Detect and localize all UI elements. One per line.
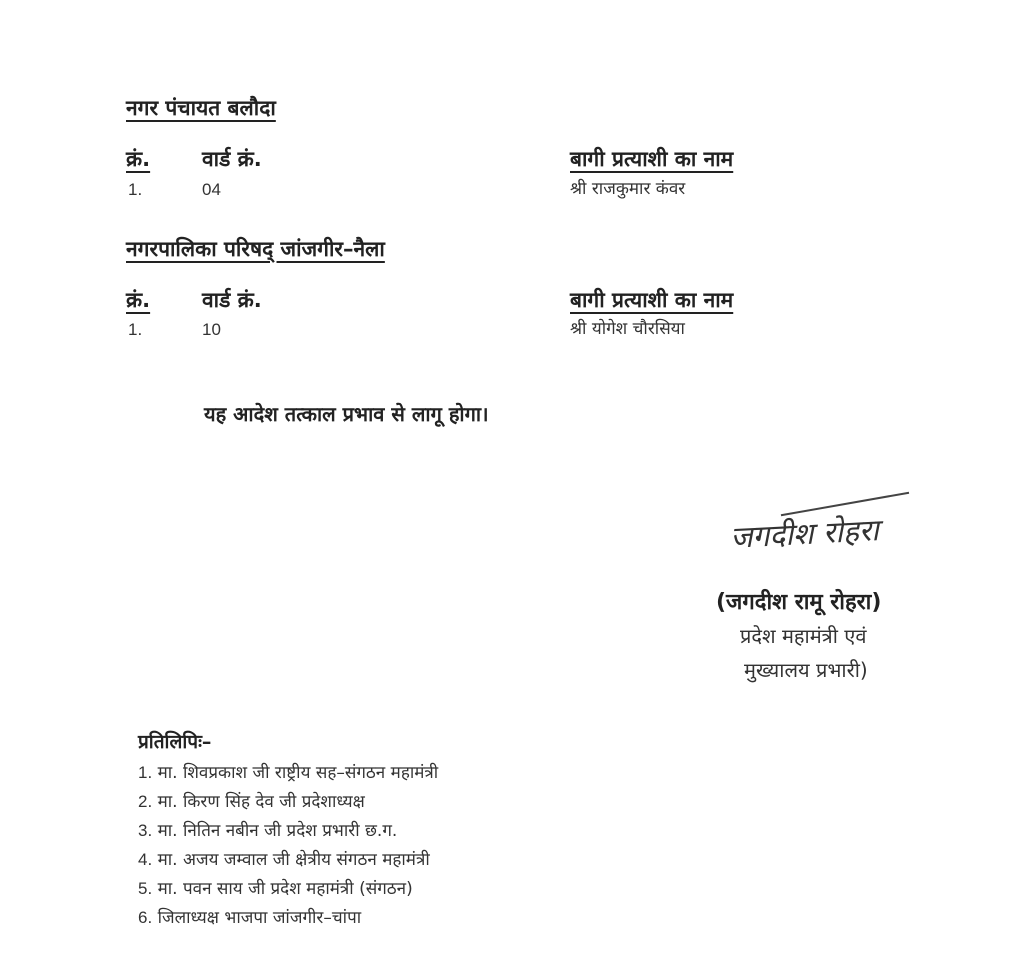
row-serial: 1. <box>128 180 143 199</box>
signatory-designation-line1: प्रदेश महामंत्री एवं <box>740 624 867 648</box>
signatory-name: (जगदीश रामू रोहरा) <box>716 590 882 615</box>
section-title-balouda: नगर पंचायत बलौदा <box>126 96 276 120</box>
copy-item-text: मा. शिवप्रकाश जी राष्ट्रीय सह–संगठन महामंत्री <box>157 763 439 783</box>
copy-item-text: मा. अजय जम्वाल जी क्षेत्रीय संगठन महामंत्री <box>157 850 430 870</box>
copy-to-item <box>138 818 397 841</box>
row-serial: 1. <box>128 320 143 339</box>
copy-to-title: प्रतिलिपिः– <box>138 731 212 753</box>
section-title-janjgir-naila: नगरपालिका परिषद् जांजगीर–नैला <box>126 237 385 261</box>
header-candidate: बागी प्रत्याशी का नाम <box>570 147 734 171</box>
copy-to-item <box>138 905 361 928</box>
header-serial: क्रं. <box>126 147 151 171</box>
copy-to-item <box>138 876 413 899</box>
header-candidate: बागी प्रत्याशी का नाम <box>570 288 734 312</box>
header-serial: क्रं. <box>126 288 151 312</box>
row-candidate: श्री योगेश चौरसिया <box>570 319 685 339</box>
copy-item-number: 2. <box>138 792 153 811</box>
copy-item-text: मा. नितिन नबीन जी प्रदेश प्रभारी छ.ग. <box>157 821 398 841</box>
copy-item-number: 5. <box>138 879 153 898</box>
copy-item-text: मा. किरण सिंह देव जी प्रदेशाध्यक्ष <box>157 792 365 812</box>
row-candidate: श्री राजकुमार कंवर <box>570 179 686 199</box>
order-effective-text: यह आदेश तत्काल प्रभाव से लागू होगा। <box>204 402 489 426</box>
copy-item-number: 4. <box>138 850 153 869</box>
copy-to-item <box>138 789 365 812</box>
header-ward: वार्ड क्रं. <box>202 147 262 171</box>
signatory-designation-line2: मुख्यालय प्रभारी) <box>744 658 868 682</box>
header-ward: वार्ड क्रं. <box>202 288 262 312</box>
copy-item-number: 3. <box>138 821 153 840</box>
copy-item-text: जिलाध्यक्ष भाजपा जांजगीर–चांपा <box>157 908 362 928</box>
copy-item-text: मा. पवन साय जी प्रदेश महामंत्री (संगठन) <box>157 879 413 899</box>
copy-to-item <box>138 847 430 870</box>
row-ward: 04 <box>202 180 221 199</box>
row-ward: 10 <box>202 320 221 339</box>
copy-item-number: 1. <box>138 763 153 782</box>
copy-item-number: 6. <box>138 908 153 927</box>
copy-to-item <box>138 760 438 783</box>
handwritten-signature: जगदीश रोहरा <box>729 513 880 556</box>
